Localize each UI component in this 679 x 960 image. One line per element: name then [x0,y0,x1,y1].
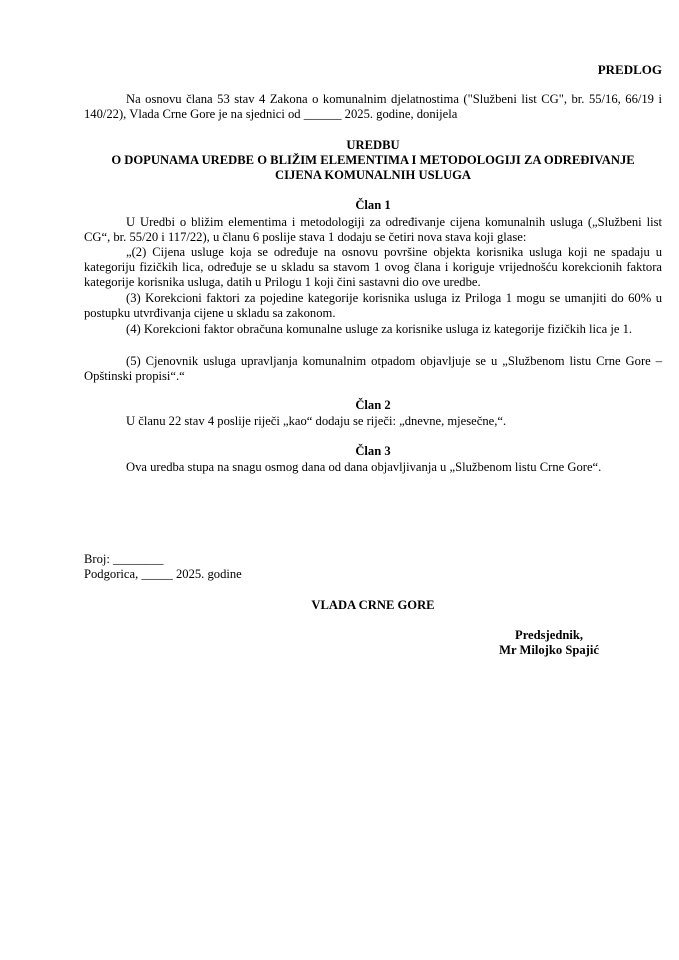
intro-paragraph: Na osnovu člana 53 stav 4 Zakona o komunalnim djelatnostima ("Službeni list CG", br. 55/16, 66/19 i 140/22), Vlada Crne Gore je na sjednici od ______ 2025. godine, donijela [84,92,662,121]
clan-1-paragraph-5: (5) Cjenovnik usluga upravljanja komunalnim otpadom objavljuje se u „Službenom listu Crne Gore – Opštinski propisi“.“ [84,354,662,383]
clan-1-heading: Član 1 [355,198,391,212]
title-line-2: O DOPUNAMA UREDBE O BLIŽIM ELEMENTIMA I METODOLOGIJI ZA ODREĐIVANJE [111,153,635,167]
title-line-1: UREDBU [346,138,400,152]
clan-2-heading: Član 2 [355,398,391,412]
place-date-line: Podgorica, _____ 2025. godine [84,567,242,581]
predlog-label: PREDLOG [597,62,662,77]
signature-block [476,628,622,658]
title-line-3: CIJENA KOMUNALNIH USLUGA [275,168,471,182]
clan-3-heading: Član 3 [355,444,391,458]
clan-1-paragraph-2: „(2) Cijena usluge koja se određuje na osnovu površine objekta korisnika usluga koji ne spadaju u kategoriju fizičkih lica, određuje se u skladu sa stavom 1 ovog člana i koriguje vrijednošću korekcionih faktora kategorije korisnika usluga, datih u Prilogu 1 koji čini sastavni dio ove uredbe. [84,245,662,289]
clan-1-paragraph-4: (4) Korekcioni faktor obračuna komunalne usluge za korisnike usluga iz kategorije fizičkih lica je 1. [126,322,633,336]
clan-1-paragraph-3: (3) Korekcioni faktori za pojedine kategorije korisnika usluga iz Priloga 1 mogu se umanjiti do 60% u postupku utvrđivanja cijene u skladu sa zakonom. [84,291,662,320]
broj-line: Broj: ________ [84,552,164,566]
signatory-name: Mr Milojko Spajić [499,643,599,657]
document-title [84,138,662,183]
signatory-title: Predsjednik, [515,628,583,642]
clan-2-paragraph: U članu 22 stav 4 poslije riječi „kao“ dodaju se riječi: „dnevne, mjesečne,“. [126,414,507,428]
clan-1-paragraph-1: U Uredbi o bližim elementima i metodologiji za određivanje cijena komunalnih usluga („Službeni list CG“, br. 55/20 i 117/22), u članu 6 poslije stava 1 dodaju se četiri nova stava koji glase: [84,215,662,244]
clan-3-paragraph: Ova uredba stupa na snagu osmog dana od dana objavljivanja u „Službenom listu Crne Gore“. [126,460,602,474]
government-name: VLADA CRNE GORE [311,598,435,612]
